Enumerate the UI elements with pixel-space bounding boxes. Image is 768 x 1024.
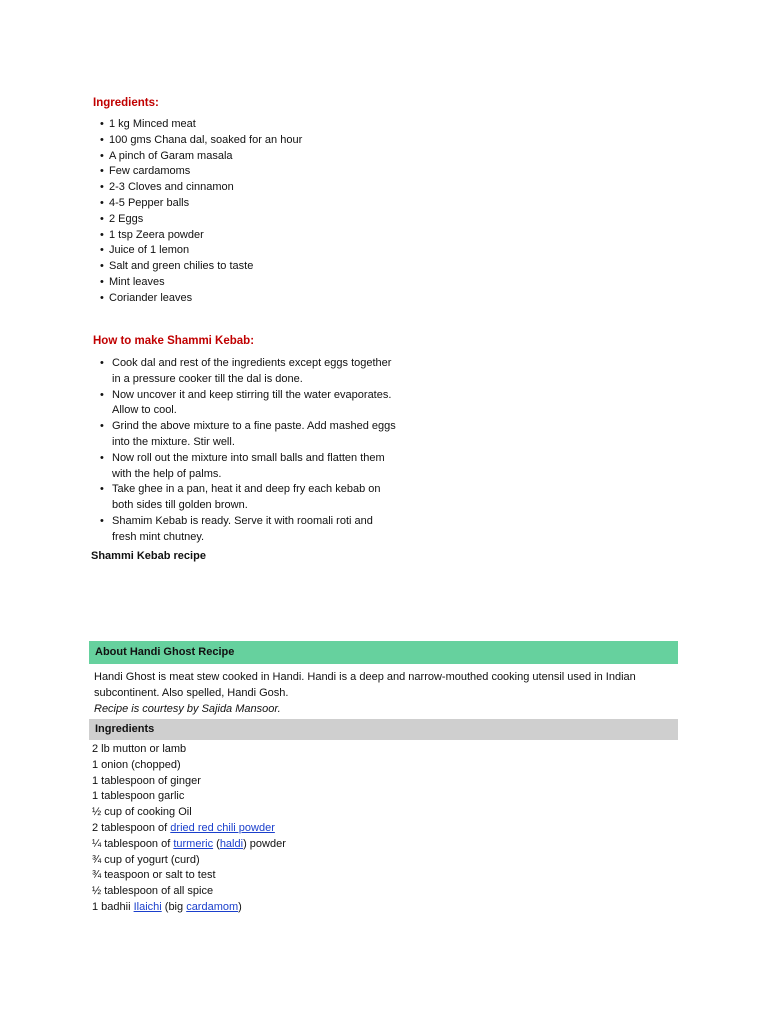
list-item: • 2-3 Cloves and cinnamon — [100, 180, 302, 196]
list-item: 1 tablespoon garlic — [92, 790, 185, 803]
item-text: ¼ tablespoon of — [92, 837, 174, 850]
item-text: 2 tablespoon of — [92, 821, 171, 834]
list-item: • Shamim Kebab is ready. Serve it with roomali roti and fresh mint chutney. — [100, 514, 400, 546]
list-item: • Juice of 1 lemon — [100, 243, 302, 259]
list-item: • 4-5 Pepper balls — [100, 196, 302, 212]
list-item: • Take ghee in a pan, heat it and deep fry each kebab on both sides till golden brown. — [100, 482, 400, 514]
shammi-steps-list — [100, 356, 400, 546]
haldi-link[interactable]: haldi — [219, 837, 244, 850]
list-item: • 2 Eggs — [100, 212, 302, 228]
list-item: • Now roll out the mixture into small balls and flatten them with the help of palms. — [100, 451, 400, 483]
list-item: • Mint leaves — [100, 275, 302, 291]
method-heading: How to make Shammi Kebab: — [93, 335, 255, 347]
item-text: ) powder — [243, 837, 286, 850]
ingredients-header-bar — [89, 719, 678, 740]
about-header-bar — [89, 641, 678, 664]
list-item — [92, 837, 286, 853]
list-item: • 1 kg Minced meat — [100, 117, 302, 133]
list-item: • Salt and green chilies to taste — [100, 259, 302, 275]
list-item: ½ cup of cooking Oil — [92, 806, 192, 819]
about-heading: About Handi Ghost Recipe — [95, 646, 235, 658]
item-text: ( — [213, 837, 220, 850]
list-item — [92, 900, 286, 916]
list-item: • Cook dal and rest of the ingredients except eggs together in a pressure cooker till the dal is done. — [100, 356, 400, 388]
list-item: ¾ teaspoon or salt to test — [92, 869, 216, 882]
turmeric-link[interactable]: turmeric — [173, 837, 214, 850]
recipe-caption: Shammi Kebab recipe — [91, 550, 206, 562]
item-text: 1 badhii — [92, 900, 134, 913]
handi-ingredients-heading: Ingredients — [95, 723, 155, 735]
list-item: 1 tablespoon of ginger — [92, 774, 201, 787]
list-item: ½ tablespoon of all spice — [92, 885, 214, 898]
shammi-ingredients-list — [100, 117, 302, 307]
about-description — [94, 669, 674, 717]
handi-ingredients-list — [92, 742, 286, 916]
list-item: • Now uncover it and keep stirring till the water evaporates. Allow to cool. — [100, 388, 400, 420]
list-item: ¾ cup of yogurt (curd) — [92, 853, 200, 866]
list-item: • A pinch of Garam masala — [100, 149, 302, 165]
chili-powder-link[interactable]: dried red chili powder — [170, 821, 275, 834]
list-item: 1 onion (chopped) — [92, 758, 181, 771]
list-item: • 1 tsp Zeera powder — [100, 228, 302, 244]
cardamom-link[interactable]: cardamom — [186, 900, 239, 913]
ingredients-heading: Ingredients: — [93, 97, 159, 109]
item-text: ) — [238, 900, 242, 913]
list-item: • Coriander leaves — [100, 291, 302, 307]
list-item: • Few cardamoms — [100, 164, 302, 180]
ilaichi-link[interactable]: Ilaichi — [133, 900, 162, 913]
list-item: • 100 gms Chana dal, soaked for an hour — [100, 133, 302, 149]
list-item: 2 lb mutton or lamb — [92, 743, 187, 755]
about-text: Handi Ghost is meat stew cooked in Handi. Handi is a deep and narrow-mouthed cooking utensil used in Indian subcontinent. Also spelled, Handi Gosh. — [94, 671, 636, 699]
list-item — [92, 821, 286, 837]
item-text: (big — [161, 900, 187, 913]
recipe-credit: Recipe is courtesy by Sajida Mansoor. — [94, 703, 281, 715]
list-item: • Grind the above mixture to a fine paste. Add mashed eggs into the mixture. Stir well. — [100, 419, 400, 451]
